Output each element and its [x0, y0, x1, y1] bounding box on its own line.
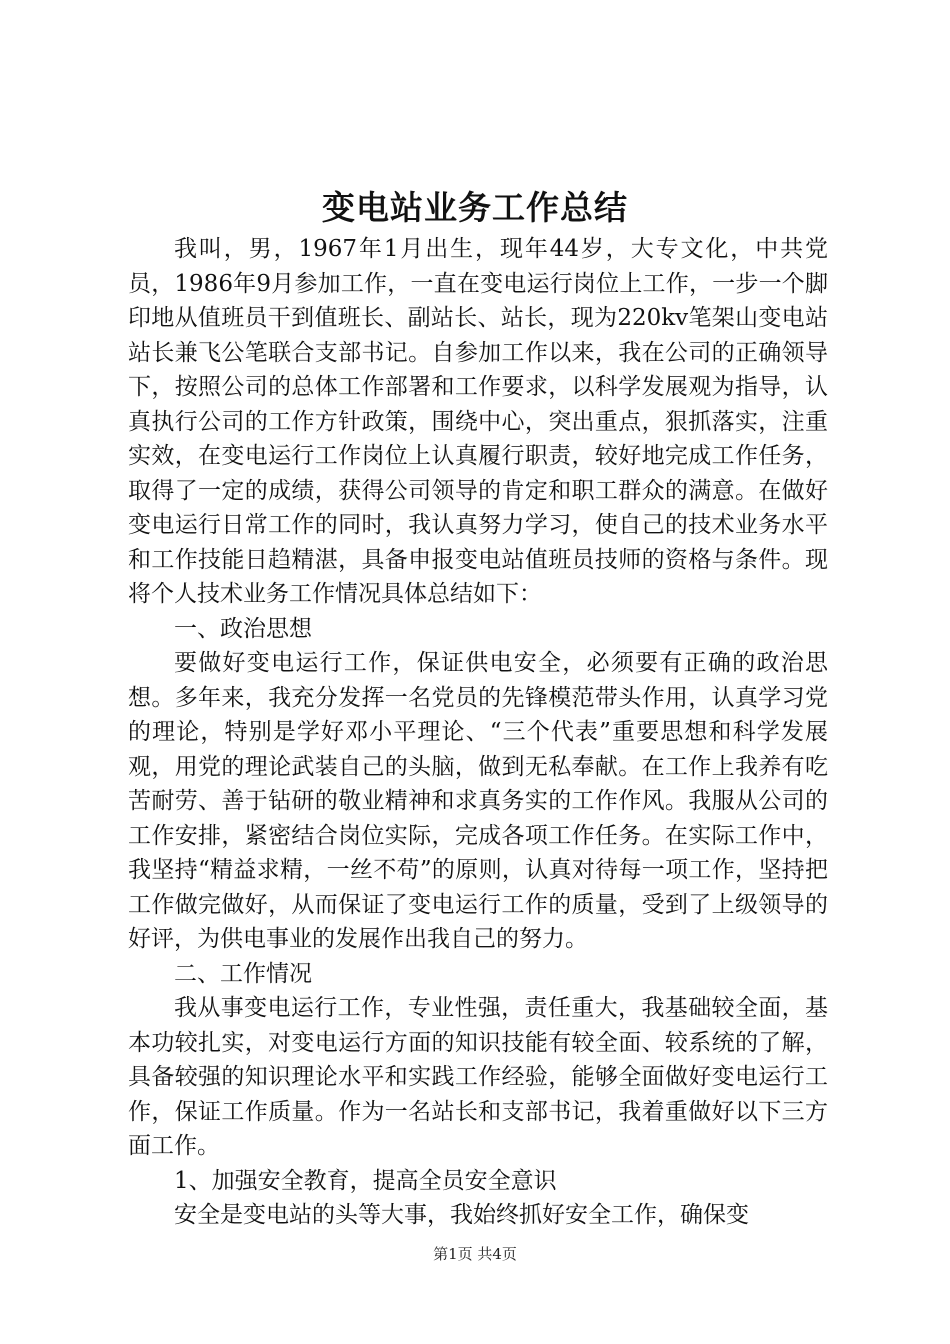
- paragraph-intro: 我叫，男，1967年1月出生，现年44岁，大专文化，中共党员，1986年9月参加工作，一直在变电运行岗位上工作，一步一个脚印地从值班员干到值班长、副站长、站长，现为220kv笔架山变电站站长兼飞公笔联合支部书记。自参加工作以来，我在公司的正确领导下，按照公司的总体工作部署和工作要求，以科学发展观为指导，认真执行公司的工作方针政策，围绕中心，突出重点，狠抓落实，注重实效，在变电运行工作岗位上认真履行职责，较好地完成工作任务，取得了一定的成绩，获得公司领导的肯定和职工群众的满意。在做好变电运行日常工作的同时，我认真努力学习，使自己的技术业务水平和工作技能日趋精湛，具备申报变电站值班员技师的资格与条件。现将个人技术业务工作情况具体总结如下：: [128, 236, 828, 607]
- subsection-heading-safety: 1、加强安全教育，提高全员安全意识: [174, 1167, 557, 1194]
- page-number-footer: 第1页 共4页: [433, 1245, 517, 1263]
- paragraph-work: 我从事变电运行工作，专业性强，责任重大，我基础较全面，基本功较扎实，对变电运行方面的知识技能有较全面、较系统的了解，具备较强的知识理论水平和实践工作经验，能够全面做好变电运行工作，保证工作质量。作为一名站长和支部书记，我着重做好以下三方面工作。: [128, 995, 828, 1159]
- paragraph-politics: 要做好变电运行工作，保证供电安全，必须要有正确的政治思想。多年来，我充分发挥一名党员的先锋模范带头作用，认真学习党的理论，特别是学好邓小平理论、“三个代表”重要思想和科学发展观，用党的理论武装自己的头脑，做到无私奉献。在工作上我养有吃苦耐劳、善于钻研的敬业精神和求真务实的工作作风。我服从公司的工作安排，紧密结合岗位实际，完成各项工作任务。在实际工作中，我坚持“精益求精，一丝不苟”的原则，认真对待每一项工作，坚持把工作做完做好，从而保证了变电运行工作的质量，受到了上级领导的好评，为供电事业的发展作出我自己的努力。: [128, 650, 828, 952]
- document-body: [128, 232, 828, 1233]
- paragraph-safety: 安全是变电站的头等大事，我始终抓好安全工作，确保变: [174, 1202, 749, 1228]
- document-title: 变电站业务工作总结: [322, 188, 628, 227]
- section-heading-work: 二、工作情况: [174, 960, 312, 987]
- section-heading-politics: 一、政治思想: [174, 615, 312, 642]
